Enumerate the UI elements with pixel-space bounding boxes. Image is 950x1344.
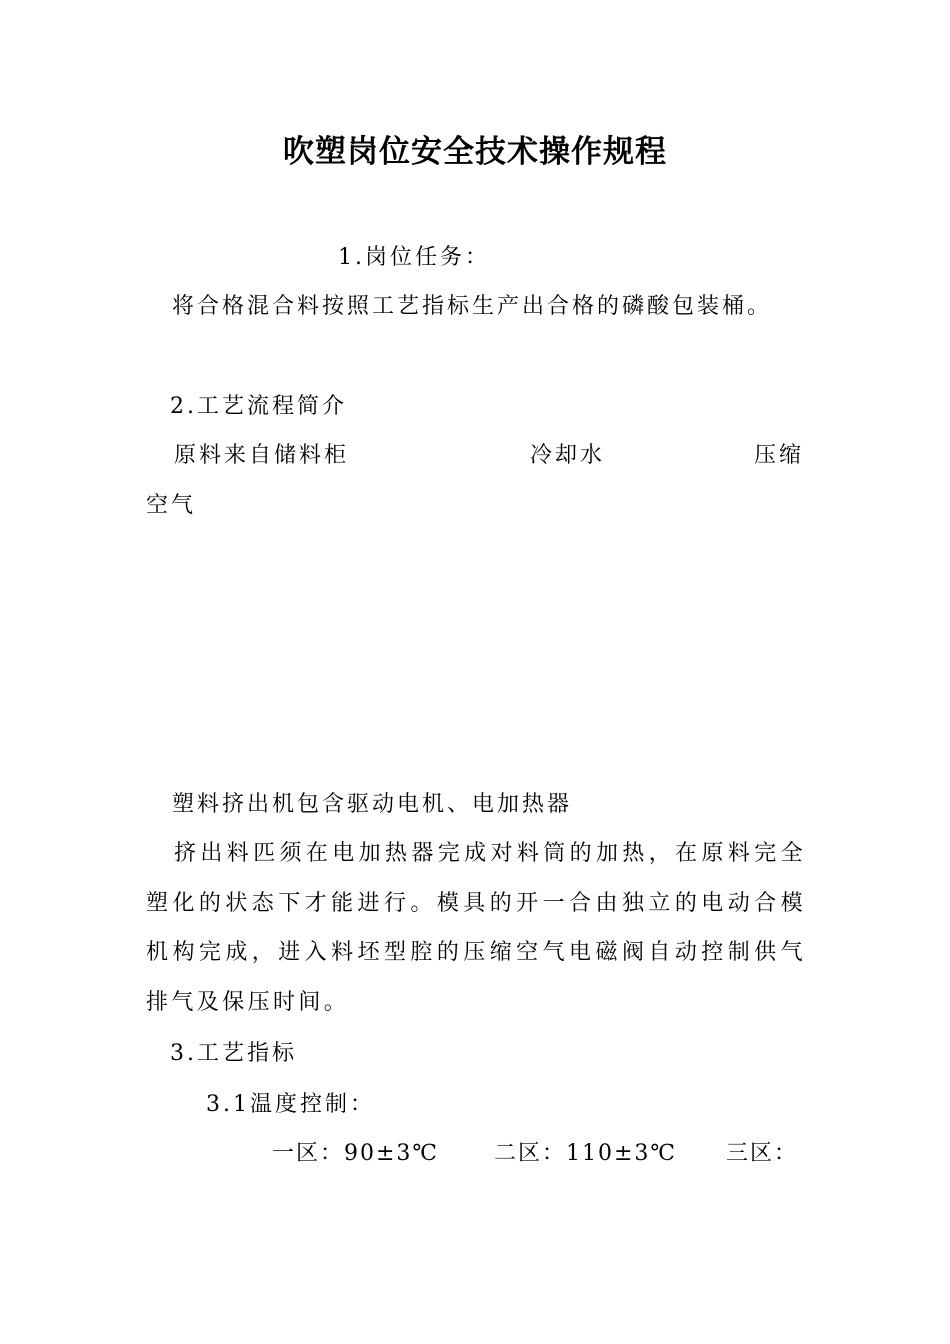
temperature-zone-1: 一区：90±3℃: [272, 1141, 440, 1166]
flow-label-raw-material: 原料来自储料柜: [174, 443, 350, 468]
extruder-text: 塑料挤出机包含驱动电机、电加热器: [172, 792, 573, 817]
flow-label-compressed-air-part2: 空气: [146, 493, 197, 518]
section3-heading: 3.工艺指标: [170, 1041, 297, 1066]
document-title: 吹塑岗位安全技术操作规程: [283, 134, 667, 170]
section2-heading: 2.工艺流程简介: [170, 394, 347, 419]
section3-subheading: 3.1温度控制：: [206, 1092, 375, 1117]
section1-text: 将合格混合料按照工艺指标生产出合格的磷酸包装桶。: [172, 294, 773, 319]
flow-label-cooling-water: 冷却水: [530, 443, 606, 468]
section1-heading: 1.岗位任务：: [338, 245, 490, 270]
temperature-zone-3: 三区：: [726, 1141, 799, 1166]
temperature-zone-2: 二区：110±3℃: [494, 1141, 678, 1166]
flow-label-compressed-air-part1: 压缩: [754, 443, 805, 468]
process-description: 挤出料匹须在电加热器完成对料筒的加热，在原料完全塑化的状态下才能进行。模具的开一合由独立的电动合模机构完成，进入料坯型腔的压缩空气电磁阀自动控制供气排气及保压时间。: [146, 841, 806, 1015]
